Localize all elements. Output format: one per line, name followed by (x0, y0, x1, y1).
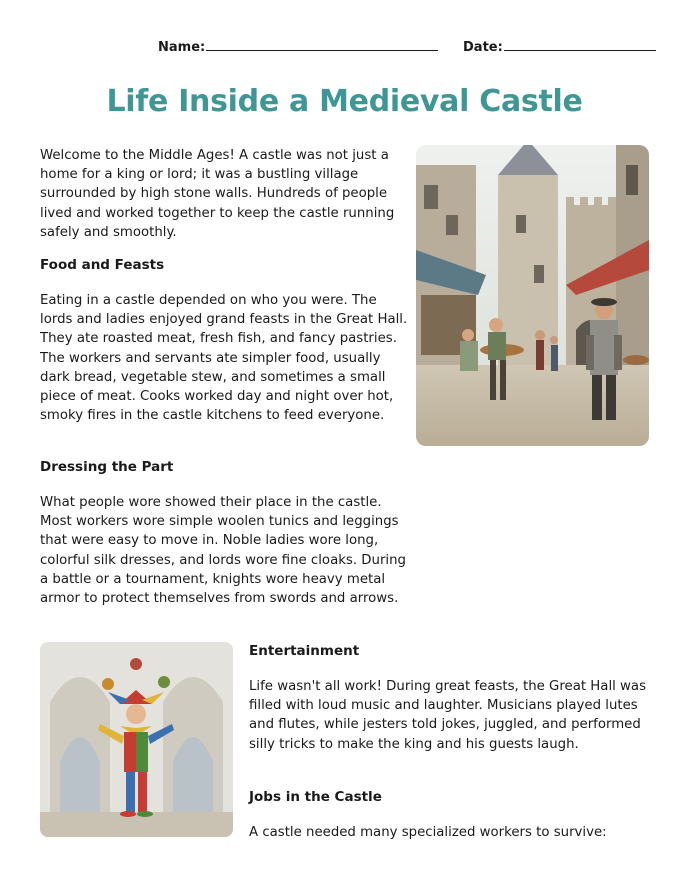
castle-market-illustration (416, 145, 649, 446)
entertainment-heading: Entertainment (249, 643, 360, 659)
food-paragraph: Eating in a castle depended on who you were. The lords and ladies enjoyed grand feasts in the Great Hall. They ate roasted meat, fresh fish, and fancy pastries. The workers and servants ate simpler food, usually dark bread, vegetable stew, and sometimes a small piece of meat. Cooks worked day and night over hot, smoky fires in the castle kitchens to feed everyone. (40, 293, 408, 424)
jester-image (40, 642, 233, 837)
name-label: Name: (158, 40, 206, 55)
date-field[interactable] (463, 38, 656, 55)
page-title: Life Inside a Medieval Castle (106, 84, 583, 119)
castle-market-image (416, 145, 649, 446)
dress-paragraph: What people wore showed their place in the castle. Most workers wore simple woolen tunics and leggings that were easy to move in. Noble ladies wore long, colorful silk dresses, and lords wore fine cloaks. During a battle or a tournament, knights wore heavy metal armor to protect themselves from swords and arrows. (40, 495, 406, 607)
date-underline[interactable] (504, 38, 656, 51)
dress-heading: Dressing the Part (40, 459, 174, 475)
name-field[interactable] (158, 38, 438, 55)
jobs-heading: Jobs in the Castle (249, 789, 382, 805)
food-heading: Food and Feasts (40, 257, 165, 273)
jobs-paragraph: A castle needed many specialized workers to survive: (249, 825, 607, 840)
name-underline[interactable] (206, 38, 438, 51)
intro-paragraph: Welcome to the Middle Ages! A castle was not just a home for a king or lord; it was a bustling village surrounded by high stone walls. Hundreds of people lived and worked together to keep the castle running safely and smoothly. (40, 148, 395, 240)
jester-illustration (40, 642, 233, 837)
entertainment-paragraph: Life wasn't all work! During great feasts, the Great Hall was filled with loud music and laughter. Musicians played lutes and flutes, while jesters told jokes, juggled, and performed silly tricks to make the king and his guests laugh. (249, 679, 647, 752)
date-label: Date: (463, 40, 503, 55)
